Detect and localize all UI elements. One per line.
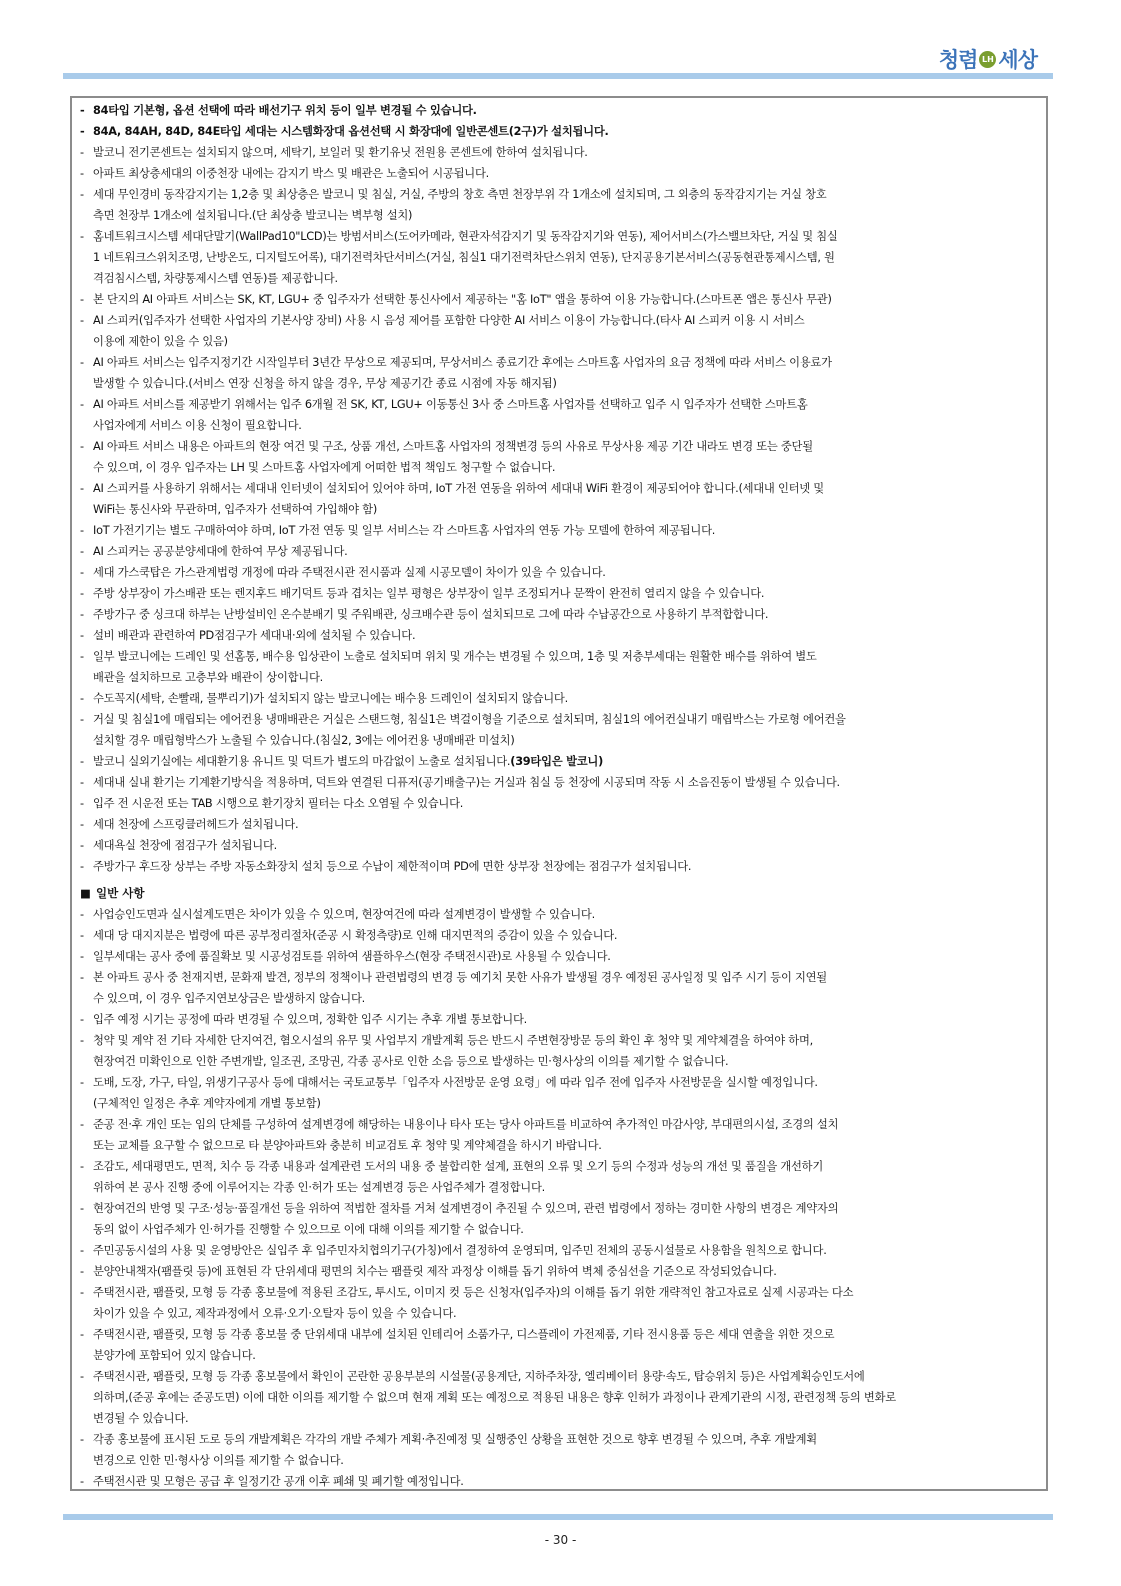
- list-item: [80, 541, 1036, 562]
- dash-bullet-icon: -: [80, 713, 84, 726]
- list-item: [80, 793, 1036, 814]
- logo-text-left: 청렴: [938, 48, 978, 72]
- list-item-text: 입주 전 시운전 또는 TAB 시행으로 환기장치 필터는 다소 오염될 수 있습니다.: [93, 797, 464, 810]
- list-item: [80, 163, 1036, 184]
- dash-bullet-icon: -: [80, 482, 84, 495]
- list-item-text: (구체적인 일정은 추후 계약자에게 개별 통보함): [93, 1097, 321, 1110]
- list-item-text: WiFi는 통신사와 무관하며, 입주자가 선택하여 가입해야 함): [93, 503, 378, 516]
- list-item-text: 조감도, 세대평면도, 면적, 치수 등 각종 내용과 설계관련 도서의 내용 중 불합리한 설계, 표현의 오류 및 오기 등의 수정과 성능의 개선 및 품질을 개선하기: [93, 1160, 823, 1173]
- list-item: [80, 946, 1036, 967]
- list-item-continuation: [80, 415, 1036, 436]
- list-item: [80, 604, 1036, 625]
- list-item-text: AI 스피커를 사용하기 위해서는 세대내 인터넷이 설치되어 있어야 하며, IoT 가전 연동을 위하여 세대내 WiFi 환경이 제공되어야 합니다.(세대내 인터넷 및: [93, 482, 824, 495]
- list-item-continuation: [80, 1345, 1036, 1366]
- list-item: [80, 967, 1036, 988]
- list-item-continuation: [80, 268, 1036, 289]
- list-item-text: 이용에 제한이 있을 수 있음): [93, 335, 228, 348]
- list-item-continuation: [80, 1093, 1036, 1114]
- list-item-text: 분양안내책자(팸플릿 등)에 표현된 각 단위세대 평면의 치수는 팸플릿 제작 과정상 이해를 돕기 위하여 벽체 중심선을 기준으로 작성되었습니다.: [93, 1265, 777, 1278]
- list-item-text: 발코니 전기콘센트는 설치되지 않으며, 세탁기, 보일러 및 환기유닛 전원용 콘센트에 한하여 설치됩니다.: [93, 146, 588, 159]
- list-item-text: 현장여건의 반영 및 구조·성능·품질개선 등을 위하여 적법한 절차를 거쳐 설계변경이 추진될 수 있으며, 관련 법령에서 정하는 경미한 사항의 변경은 계약자의: [93, 1202, 839, 1215]
- list-item-continuation: [80, 1408, 1036, 1429]
- list-item: [80, 835, 1036, 856]
- list-item-text: 84A, 84AH, 84D, 84E타입 세대는 시스템화장대 옵션선택 시 화장대에 일반콘센트(2구)가 설치됩니다.: [93, 125, 609, 138]
- list-item: [80, 142, 1036, 163]
- list-item-continuation: [80, 988, 1036, 1009]
- list-item-text: 각종 홍보물에 표시된 도로 등의 개발계획은 각각의 개발 주체가 계획·추진예정 및 실행중인 상황을 표현한 것으로 향후 변경될 수 있으며, 추후 개발계획: [93, 1433, 817, 1446]
- list-item-text: 주택전시관, 팸플릿, 모형 등 각종 홍보물에서 확인이 곤란한 공용부분의 시설물(공용계단, 지하주차장, 엘리베이터 용량·속도, 탑승위치 등)은 사업계획승인도서에: [93, 1370, 865, 1383]
- dash-bullet-icon: -: [80, 1370, 84, 1383]
- list-item-text: 세대 천장에 스프링클러헤드가 설치됩니다.: [93, 818, 299, 831]
- list-item-text: 청약 및 계약 전 기타 자세한 단지여건, 혐오시설의 유무 및 사업부지 개발계획 등은 반드시 주변현장방문 등의 확인 후 청약 및 계약체결을 하여야 하며,: [93, 1034, 813, 1047]
- list-item-text: 또는 교체를 요구할 수 없으므로 타 분양아파트와 충분히 비교검토 후 청약 및 계약체결을 하시기 바랍니다.: [93, 1139, 602, 1152]
- list-item-text: 차이가 있을 수 있고, 제작과정에서 오류·오기·오탈자 등이 있을 수 있습니다.: [93, 1307, 457, 1320]
- list-item-text: 세대 당 대지지분은 법령에 따른 공부정리절차(준공 시 확정측량)로 인해 대지면적의 증감이 있을 수 있습니다.: [93, 929, 618, 942]
- list-item-text: 본 단지의 AI 아파트 서비스는 SK, KT, LGU+ 중 입주자가 선택한 통신사에서 제공하는 "홈 IoT" 앱을 통하여 이용 가능합니다.(스마트폰 앱은 통신사 무관): [93, 293, 832, 306]
- list-item-continuation: [80, 1177, 1036, 1198]
- list-item: [80, 646, 1036, 667]
- dash-bullet-icon: -: [80, 1475, 84, 1488]
- list-item: [80, 352, 1036, 373]
- list-item-text: 주택전시관, 팸플릿, 모형 등 각종 홍보물에 적용된 조감도, 투시도, 이미지 컷 등은 신청자(입주자)의 이해를 돕기 위한 개략적인 참고자료로 실제 시공과는 다소: [93, 1286, 854, 1299]
- list-item-text: AI 스피커는 공공분양세대에 한하여 무상 제공됩니다.: [93, 545, 348, 558]
- list-item-continuation: [80, 331, 1036, 352]
- dash-bullet-icon: -: [80, 314, 84, 327]
- footer-band: [63, 1514, 1053, 1520]
- list-item: [80, 1072, 1036, 1093]
- dash-bullet-icon: -: [80, 1118, 84, 1131]
- notice-box: [70, 96, 1048, 1491]
- dash-bullet-icon: -: [80, 146, 84, 159]
- list-item-text: 주방 상부장이 가스배관 또는 렌지후드 배기덕트 등과 겹치는 일부 평형은 상부장이 일부 조정되거나 문짝이 완전히 열리지 않을 수 있습니다.: [93, 587, 765, 600]
- list-item: [80, 904, 1036, 925]
- dash-bullet-icon: -: [80, 860, 84, 873]
- list-item-text: 본 아파트 공사 중 천재지변, 문화재 발견, 정부의 정책이나 관련법령의 변경 등 예기치 못한 사유가 발생될 경우 예정된 공사일정 및 입주 시기 등이 지연될: [93, 971, 827, 984]
- list-item-text: 변경될 수 있습니다.: [93, 1412, 189, 1425]
- dash-bullet-icon: -: [80, 566, 84, 579]
- list-item: [80, 226, 1036, 247]
- dash-bullet-icon: -: [80, 1265, 84, 1278]
- dash-bullet-icon: -: [80, 608, 84, 621]
- list-item-continuation: [80, 373, 1036, 394]
- dash-bullet-icon: -: [80, 692, 84, 705]
- list-item: [80, 583, 1036, 604]
- list-item: [80, 289, 1036, 310]
- list-item-text: 거실 및 침실1에 매립되는 에어컨용 냉매배관은 거실은 스탠드형, 침실1은 벽걸이형을 기준으로 설치되며, 침실1의 에어컨실내기 매립박스는 가로형 에어컨을: [93, 713, 846, 726]
- list-item: [80, 1009, 1036, 1030]
- list-item-text: 수 있으며, 이 경우 입주지연보상금은 발생하지 않습니다.: [93, 992, 365, 1005]
- list-item-text: 주방가구 중 싱크대 하부는 난방설비인 온수분배기 및 주워배관, 싱크배수관 등이 설치되므로 그에 따라 수납공간으로 사용하기 부적합합니다.: [93, 608, 769, 621]
- list-item: [80, 1198, 1036, 1219]
- list-item-continuation: [80, 1303, 1036, 1324]
- header-band: [63, 73, 1053, 79]
- list-item-continuation: [80, 1135, 1036, 1156]
- dash-bullet-icon: -: [80, 839, 84, 852]
- dash-bullet-icon: -: [80, 545, 84, 558]
- dash-bullet-icon: -: [80, 1034, 84, 1047]
- dash-bullet-icon: -: [80, 1286, 84, 1299]
- dash-bullet-icon: -: [80, 230, 84, 243]
- dash-bullet-icon: -: [80, 398, 84, 411]
- list-item-text: 수도꼭지(세탁, 손빨래, 물뿌리기)가 설치되지 않는 발코니에는 배수용 드레인이 설치되지 않습니다.: [93, 692, 568, 705]
- list-item: [80, 925, 1036, 946]
- list-item-text: 수 있으며, 이 경우 입주자는 LH 및 스마트홈 사업자에게 어떠한 법적 책임도 청구할 수 없습니다.: [93, 461, 556, 474]
- list-item-text: 발생할 수 있습니다.(서비스 연장 신청을 하지 않을 경우, 무상 제공기간 종료 시점에 자동 해지됨): [93, 377, 557, 390]
- list-item-continuation: [80, 247, 1036, 268]
- list-item-text: 측면 천장부 1개소에 설치됩니다.(단 최상층 발코니는 벽부형 설치): [93, 209, 413, 222]
- list-item: [80, 1240, 1036, 1261]
- dash-bullet-icon: -: [80, 950, 84, 963]
- dash-bullet-icon: -: [80, 104, 85, 117]
- list-item-continuation: [80, 205, 1036, 226]
- dash-bullet-icon: -: [80, 188, 84, 201]
- dash-bullet-icon: -: [80, 1202, 84, 1215]
- list-item-text: AI 스피커(입주자가 선택한 사업자의 기본사양 장비) 사용 시 음성 제어를 포함한 다양한 AI 서비스 이용이 가능합니다.(타사 AI 스피커 이용 시 서비스: [93, 314, 805, 327]
- list-item-text: 주택전시관, 팸플릿, 모형 등 각종 홍보물 중 단위세대 내부에 설치된 인테리어 소품가구, 디스플레이 가전제품, 기타 전시용품 등은 세대 연출을 위한 것으로: [93, 1328, 835, 1341]
- dash-bullet-icon: -: [80, 776, 84, 789]
- section-title: 일반 사항: [96, 886, 145, 900]
- list-item: [80, 1261, 1036, 1282]
- list-item-text: 준공 전·후 개인 또는 임의 단체를 구성하여 설계변경에 해당하는 내용이나 타사 또는 당사 아파트를 비교하여 추가적인 마감사양, 부대편의시설, 조경의 설치: [93, 1118, 839, 1131]
- list-item-continuation: [80, 1219, 1036, 1240]
- list-item-continuation: [80, 499, 1036, 520]
- list-item-text: 동의 없이 사업주체가 인·허가를 진행할 수 있으므로 이에 대해 이의를 제기할 수 없습니다.: [93, 1223, 524, 1236]
- list-item-text: 일부세대는 공사 중에 품질확보 및 시공성검토를 위하여 샘플하우스(현장 주택전시관)로 사용될 수 있습니다.: [93, 950, 611, 963]
- list-item-text: 세대욕실 천장에 점검구가 설치됩니다.: [93, 839, 277, 852]
- list-item: [80, 121, 1036, 142]
- list-item-text: 설비 배관과 관련하여 PD점검구가 세대내·외에 설치될 수 있습니다.: [93, 629, 416, 642]
- list-item: [80, 1429, 1036, 1450]
- list-item-text: 세대 무인경비 동작감지기는 1,2층 및 최상층은 발코니 및 침실, 거실, 주방의 창호 측면 천장부위 각 1개소에 설치되며, 그 외층의 동작감지기는 거실 창호: [93, 188, 827, 201]
- list-item: [80, 310, 1036, 331]
- list-item: [80, 1114, 1036, 1135]
- list-item-text: 발코니 실외기실에는 세대환기용 유니트 및 덕트가 별도의 마감없이 노출로 설치됩니다.: [93, 755, 511, 768]
- list-item-continuation: [80, 730, 1036, 751]
- list-item: [80, 1282, 1036, 1303]
- list-item: [80, 1366, 1036, 1387]
- list-item: [80, 772, 1036, 793]
- list-item-continuation: [80, 667, 1036, 688]
- list-item: [80, 856, 1036, 877]
- dash-bullet-icon: -: [80, 1076, 84, 1089]
- list-item: [80, 709, 1036, 730]
- list-item-text: IoT 가전기기는 별도 구매하여야 하며, IoT 가전 연동 및 일부 서비스는 각 스마트홈 사업자의 연동 가능 모델에 한하여 제공됩니다.: [93, 524, 716, 537]
- logo: [939, 44, 1037, 74]
- list-item-text: 위하여 본 공사 진행 중에 이루어지는 각종 인·허가 또는 설계변경 등은 사업주체가 결정합니다.: [93, 1181, 545, 1194]
- list-item-text: 사업자에게 서비스 이용 신청이 필요합니다.: [93, 419, 302, 432]
- list-item: [80, 625, 1036, 646]
- dash-bullet-icon: -: [80, 1160, 84, 1173]
- list-item-text: 주민공동시설의 사용 및 운영방안은 실입주 후 입주민자치협의기구(가칭)에서 결정하여 운영되며, 입주민 전체의 공동시설물로 사용함을 원칙으로 합니다.: [93, 1244, 827, 1257]
- list-item: [80, 100, 1036, 121]
- section-heading: [80, 883, 1036, 904]
- dash-bullet-icon: -: [80, 167, 84, 180]
- list-item-continuation: [80, 1450, 1036, 1471]
- list-item-text: 주택전시관 및 모형은 공급 후 일정기간 공개 이후 폐쇄 및 폐기할 예정입니다.: [93, 1475, 464, 1488]
- list-item-text: 의하며,(준공 후에는 준공도면) 이에 대한 이의를 제기할 수 없으며 현재 계획 또는 예정으로 적용된 내용은 향후 인허가 과정이나 관계기관의 시정, 관련정책 등의 변화로: [93, 1391, 896, 1404]
- list-item-continuation: [80, 1387, 1036, 1408]
- list-item-text: 도배, 도장, 가구, 타일, 위생기구공사 등에 대해서는 국토교통부「입주자 사전방문 운영 요령」에 따라 입주 전에 입주자 사전방문을 실시할 예정입니다.: [93, 1076, 818, 1089]
- logo-text-right: 세상: [998, 48, 1037, 72]
- design-notes-list: [80, 100, 1036, 877]
- dash-bullet-icon: -: [80, 356, 84, 369]
- list-item-text: 일부 발코니에는 드레인 및 선홈통, 배수용 입상관이 노출로 설치되며 위치 및 개수는 변경될 수 있으며, 1층 및 저층부세대는 원활한 배수를 위하여 별도: [93, 650, 817, 663]
- dash-bullet-icon: -: [80, 650, 84, 663]
- list-item: [80, 562, 1036, 583]
- list-item: [80, 1324, 1036, 1345]
- list-item-text: 세대내 실내 환기는 기계환기방식을 적용하며, 덕트와 연결된 디퓨저(공기배출구)는 거실과 침실 등 천장에 시공되며 작동 시 소음진동이 발생될 수 있습니다.: [93, 776, 840, 789]
- dash-bullet-icon: -: [80, 440, 84, 453]
- list-item-text: 84타입 기본형, 옵션 선택에 따라 배선기구 위치 등이 일부 변경될 수 있습니다.: [93, 104, 477, 117]
- list-item: [80, 436, 1036, 457]
- list-item: [80, 394, 1036, 415]
- list-item-text: 세대 가스쿡탑은 가스관계법령 개정에 따라 주택전시관 전시품과 실제 시공모델이 차이가 있을 수 있습니다.: [93, 566, 606, 579]
- list-item: [80, 751, 1036, 772]
- dash-bullet-icon: -: [80, 1433, 84, 1446]
- dash-bullet-icon: -: [80, 1244, 84, 1257]
- list-item-text: AI 아파트 서비스 내용은 아파트의 현장 여건 및 구조, 상품 개선, 스마트홈 사업자의 정책변경 등의 사유로 무상사용 제공 기간 내라도 변경 또는 중단될: [93, 440, 813, 453]
- dash-bullet-icon: -: [80, 929, 84, 942]
- list-item-text: 변경으로 인한 민·형사상 이의를 제기할 수 없습니다.: [93, 1454, 344, 1467]
- dash-bullet-icon: -: [80, 755, 84, 768]
- dash-bullet-icon: -: [80, 293, 84, 306]
- dash-bullet-icon: -: [80, 908, 84, 921]
- list-item: [80, 184, 1036, 205]
- list-item-continuation: [80, 1051, 1036, 1072]
- list-item: [80, 1156, 1036, 1177]
- list-item-text: 격검침시스템, 차량통제시스템 연동)를 제공합니다.: [93, 272, 338, 285]
- list-item-text: 주방가구 후드장 상부는 주방 자동소화장치 설치 등으로 수납이 제한적이며 PD에 면한 상부장 천장에는 점검구가 설치됩니다.: [93, 860, 692, 873]
- dash-bullet-icon: -: [80, 818, 84, 831]
- list-item: [80, 478, 1036, 499]
- list-item-continuation: [80, 457, 1036, 478]
- dash-bullet-icon: -: [80, 524, 84, 537]
- list-item: [80, 1471, 1036, 1492]
- dash-bullet-icon: -: [80, 587, 84, 600]
- dash-bullet-icon: -: [80, 125, 85, 138]
- dash-bullet-icon: -: [80, 797, 84, 810]
- list-item-text: 입주 예정 시기는 공정에 따라 변경될 수 있으며, 정확한 입주 시기는 추후 개별 통보합니다.: [93, 1013, 527, 1026]
- list-item-text: AI 아파트 서비스를 제공받기 위해서는 입주 6개월 전 SK, KT, LGU+ 이동통신 3사 중 스마트홈 사업자를 선택하고 입주 시 입주자가 선택한 스마트홈: [93, 398, 808, 411]
- list-item-text: 사업승인도면과 실시설계도면은 차이가 있을 수 있으며, 현장여건에 따라 설계변경이 발생할 수 있습니다.: [93, 908, 595, 921]
- list-item-text: 설치할 경우 매립형박스가 노출될 수 있습니다.(침실2, 3에는 에어컨용 냉매배관 미설치): [93, 734, 515, 747]
- logo-mark-icon: LH: [979, 51, 996, 68]
- dash-bullet-icon: -: [80, 1013, 84, 1026]
- dash-bullet-icon: -: [80, 629, 84, 642]
- list-item: [80, 688, 1036, 709]
- list-item-text: 1 네트워크스위치조명, 난방온도, 디지털도어록), 대기전력차단서비스(거실, 침실1 대기전력차단스위치 연동), 단지공용기본서비스(공동현관통제시스템, 원: [93, 251, 835, 264]
- general-notes-list: [80, 904, 1036, 1492]
- list-item: [80, 520, 1036, 541]
- list-item-text: AI 아파트 서비스는 입주지정기간 시작일부터 3년간 무상으로 제공되며, 무상서비스 종료기간 후에는 스마트홈 사업자의 요금 정책에 따라 서비스 이용료가: [93, 356, 832, 369]
- dash-bullet-icon: -: [80, 971, 84, 984]
- list-item-text: 아파트 최상층세대의 이중천장 내에는 감지기 박스 및 배관은 노출되어 시공됩니다.: [93, 167, 489, 180]
- list-item-text: 분양가에 포함되어 있지 않습니다.: [93, 1349, 256, 1362]
- list-item: [80, 1030, 1036, 1051]
- page-number: - 30 -: [544, 1533, 577, 1547]
- list-item-text: 현장여건 미확인으로 인한 주변개발, 일조권, 조망권, 각종 공사로 인한 소음 등으로 발생하는 민·형사상의 이의를 제기할 수 없습니다.: [93, 1055, 729, 1068]
- list-item-text: 홈네트워크시스템 세대단말기(WallPad10"LCD)는 방범서비스(도어카메라, 현관자석감지기 및 동작감지기와 연동), 제어서비스(가스밸브차단, 거실 및 침실: [93, 230, 838, 243]
- list-item-emphasis: (39타입은 발코니): [510, 755, 603, 768]
- list-item: [80, 814, 1036, 835]
- square-bullet-icon: ■: [80, 886, 91, 900]
- list-item-text: 배관을 설치하므로 고층부와 배관이 상이합니다.: [93, 671, 323, 684]
- dash-bullet-icon: -: [80, 1328, 84, 1341]
